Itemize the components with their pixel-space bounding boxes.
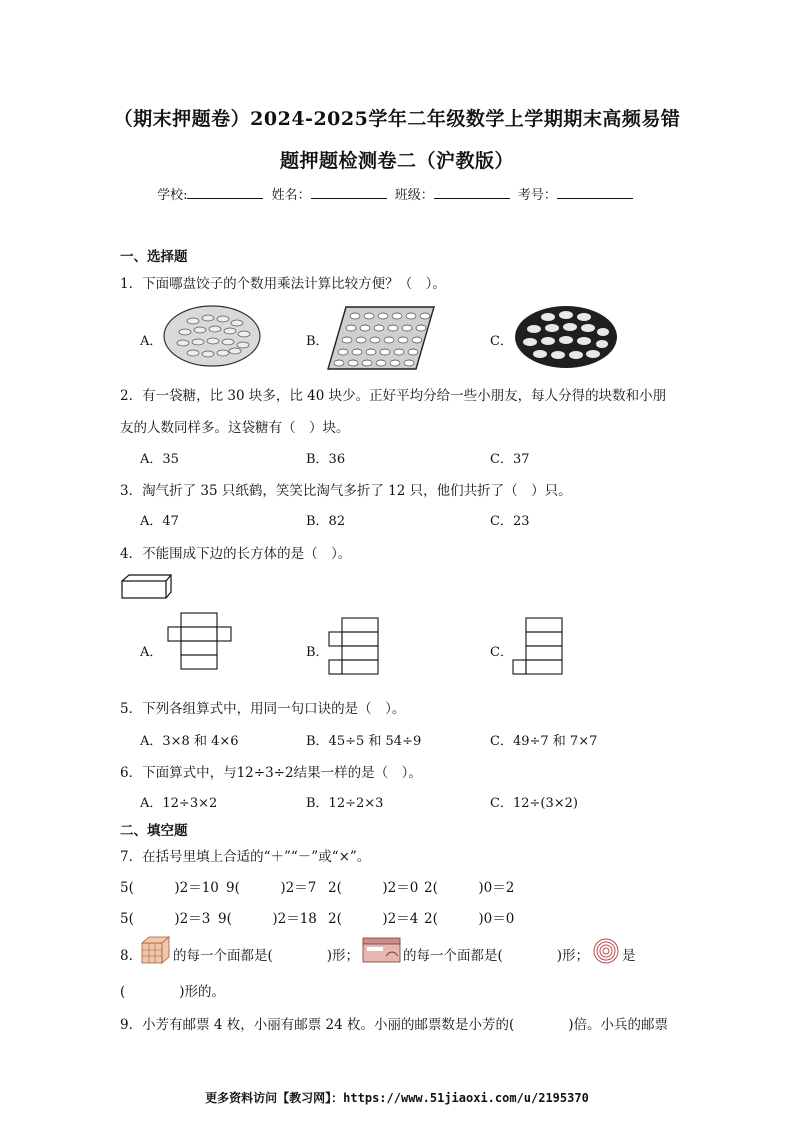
question-1-stem: 1．下面哪盘饺子的个数用乘法计算比较方便？（ ）。 [120,276,446,292]
question-8-number: 8． [120,948,143,964]
student-info-line [0,184,794,203]
question-7-item[interactable]: 9( )2＝18 [218,911,317,927]
name-blank[interactable] [311,187,387,199]
net-icon [166,612,236,674]
question-7-item[interactable]: 2( )0＝2 [424,880,515,896]
target-circle-icon [592,937,620,965]
question-8-text-a[interactable]: 的每一个面都是( )形； [173,948,360,964]
question-4-option-b[interactable]: B． [306,645,329,660]
question-2-option-b[interactable]: B．36 [306,452,346,467]
question-2-option-c[interactable]: C．37 [490,452,530,467]
question-7-item[interactable]: 5( )2＝10 [120,880,219,896]
question-7-stem: 7．在括号里填上合适的“＋”“－”或“×”。 [120,849,371,865]
question-1-option-c[interactable]: C． [490,334,513,349]
question-6-option-a[interactable]: A．12÷3×2 [140,796,218,811]
exam-number-label: 考号： [517,188,557,203]
question-3-stem: 3．淘气折了 35 只纸鹤，笑笑比淘气多折了 12 只，他们共折了（ ）只。 [120,483,572,499]
question-5-option-a[interactable]: A．3×8 和 4×6 [140,734,239,749]
question-1-option-a[interactable]: A． [140,334,163,349]
footer-link[interactable]: 更多资料访问【教习网】：https://www.51jiaoxi.com/u/2195370 [205,1091,589,1105]
exam-number-blank[interactable] [557,187,633,199]
dumpling-tray-grid-icon [326,305,436,371]
question-4-option-c[interactable]: C． [490,645,513,660]
class-blank[interactable] [434,187,510,199]
question-7-item[interactable]: 2( )2＝0 [328,880,419,896]
question-2-stem-line2: 友的人数同样多。这袋糖有（ ）块。 [120,420,350,436]
question-9-stem[interactable]: 9．小芳有邮票 4 枚，小丽有邮票 24 枚。小丽的邮票数是小芳的( )倍。小兵的邮票 [120,1017,669,1033]
question-7-item[interactable]: 9( )2＝7 [226,880,317,896]
question-8-text-c: 是 [622,948,636,964]
page-title-line2: 题押题检测卷二（沪教版） [279,150,514,172]
school-blank[interactable] [187,187,263,199]
question-6-option-b[interactable]: B．12÷2×3 [306,796,384,811]
section-heading-choice: 一、选择题 [120,249,188,265]
question-7-item[interactable]: 5( )2＝3 [120,911,211,927]
question-1-option-b[interactable]: B． [306,334,329,349]
cuboid-icon [120,574,174,600]
question-5-option-b[interactable]: B．45÷5 和 54÷9 [306,734,422,749]
question-3-option-b[interactable]: B．82 [306,514,346,529]
section-heading-fill: 二、填空题 [120,823,188,839]
question-5-stem: 5．下列各组算式中，用同一句口诀的是（ ）。 [120,701,406,717]
question-7-item[interactable]: 2( )2＝4 [328,911,419,927]
dumpling-plate-round-icon [163,305,261,367]
question-7-item[interactable]: 2( )0＝0 [424,911,515,927]
question-3-option-c[interactable]: C．23 [490,514,530,529]
question-4-stem: 4．不能围成下边的长方体的是（ ）。 [120,546,352,562]
question-4-option-a[interactable]: A． [140,645,163,660]
class-label: 班级： [394,188,434,203]
box-icon [362,936,402,964]
question-5-option-c[interactable]: C．49÷7 和 7×7 [490,734,598,749]
question-8-line2[interactable]: ( )形的。 [120,984,226,1000]
dumpling-plate-dark-icon [514,305,618,369]
page-title-line1: （期末押题卷）2024-2025学年二年级数学上学期期末高频易错 [113,108,681,130]
cube-icon [140,935,172,965]
name-label: 姓名： [271,188,311,203]
question-3-option-a[interactable]: A．47 [140,514,179,529]
question-2-stem-line1: 2．有一袋糖，比 30 块多，比 40 块少。正好平均分给一些小朋友，每人分得的块数和小朋 [120,388,667,404]
question-6-stem: 6．下面算式中，与12÷3÷2结果一样的是（ ）。 [120,765,422,781]
question-2-option-a[interactable]: A．35 [140,452,179,467]
question-6-option-c[interactable]: C．12÷(3×2) [490,796,578,811]
net-icon [512,616,566,678]
net-icon [328,616,382,678]
question-8-text-b[interactable]: 的每一个面都是( )形； [403,948,590,964]
school-label: 学校: [157,188,188,203]
